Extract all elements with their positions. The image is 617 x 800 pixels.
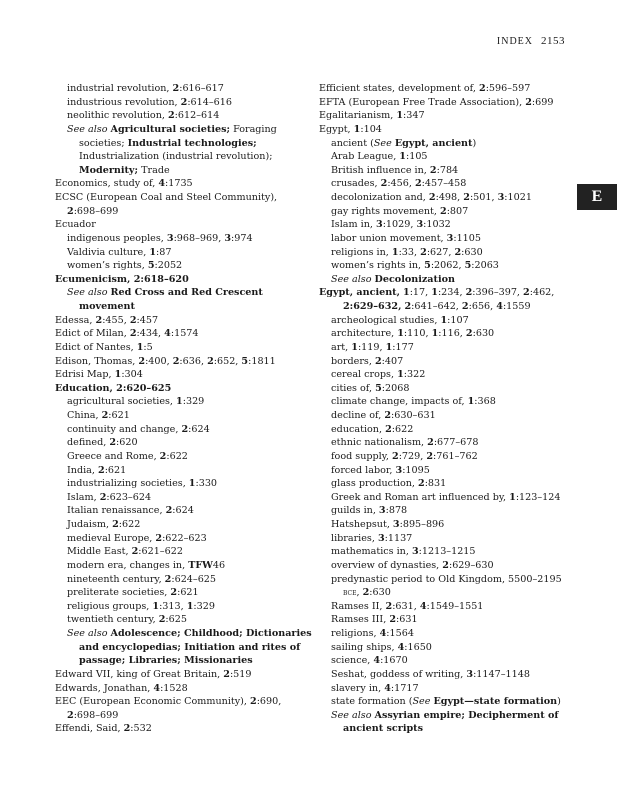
index-entry: climate change, impacts of, 1:368 [331, 396, 496, 408]
index-entry: libraries, 3:1137 [331, 532, 413, 544]
index-entry: continuity and change, 2:624 [67, 423, 210, 435]
section-tab: E [577, 184, 617, 210]
index-entry: ECSC (European Coal and Steel Community), [55, 192, 278, 203]
index-entry: medieval Europe, 2:622–623 [67, 532, 207, 544]
index-entry: Islam in, 3:1029, 3:1032 [331, 219, 451, 231]
index-entry: Egypt, 1:104 [319, 123, 382, 135]
index-entry: Effendi, Said, 2:532 [55, 723, 152, 735]
index-entry: art, 1:119, 1:177 [331, 341, 414, 353]
index-entry: Valdivia culture, 1:87 [67, 246, 172, 258]
index-entry: EEC (European Economic Community), 2:690, [55, 696, 282, 708]
index-entry: Efficient states, development of, 2:596–597 [319, 83, 531, 94]
index-entry: mathematics in, 3:1213–1215 [331, 546, 476, 558]
index-entry: Economics, study of, 4:1735 [55, 178, 193, 190]
index-entry: women’s rights in, 5:2062, 5:2063 [331, 260, 499, 272]
index-entry: Arab League, 1:105 [331, 151, 428, 163]
index-entry: crusades, 2:456, 2:457–458 [331, 178, 467, 190]
index-entry: Egypt, ancient, 1:17, 1:234, 2:396–397, 2:462, [319, 287, 555, 299]
index-entry: neolithic revolution, 2:612–614 [67, 110, 220, 122]
index-entry: See also Decolonization [331, 273, 455, 285]
index-entry: borders, 2:407 [331, 355, 404, 367]
index-entry: See also Agricultural societies; Foraging [67, 123, 277, 135]
index-entry: See also Assyrian empire; Decipherment of [331, 709, 559, 721]
page-number: 2153 [541, 35, 565, 47]
index-entry: See also Adolescence; Childhood; Dictionaries [67, 628, 312, 639]
index-entry: Ecuador [55, 219, 96, 231]
index-entry: Industrialization (industrial revolution); [79, 151, 273, 163]
index-entry: Egalitarianism, 1:347 [319, 110, 425, 122]
index-entry: passage; Libraries; Missionaries [79, 655, 253, 667]
index-entry: and encyclopedias; Initiation and rites of [79, 641, 301, 653]
index-entry: Greek and Roman art influenced by, 1:123–124 [331, 491, 561, 503]
index-entry: ancient (See Egypt, ancient) [331, 137, 477, 149]
index-entry: societies; Industrial technologies; [79, 137, 257, 149]
index-entry: 2:698–699 [67, 205, 119, 217]
index-entry: decolonization and, 2:498, 2:501, 3:1021 [331, 192, 532, 203]
index-entry: movement [79, 301, 135, 312]
index-entry: Seshat, goddess of writing, 3:1147–1148 [331, 668, 530, 680]
index-entry: defined, 2:620 [67, 437, 138, 449]
index-entry: architecture, 1:110, 1:116, 2:630 [331, 328, 495, 340]
index-entry: religious groups, 1:313, 1:329 [67, 600, 215, 612]
index-entry: Ramses II, 2:631, 4:1549–1551 [331, 600, 484, 612]
header-label: INDEX [496, 36, 533, 47]
index-column-left [55, 82, 312, 736]
index-entry: Edwards, Jonathan, 4:1528 [55, 682, 188, 694]
index-entry: religions, 4:1564 [331, 628, 414, 639]
index-entry: bce, 2:630 [343, 587, 391, 599]
index-entry: Ramses III, 2:631 [331, 614, 418, 626]
index-entry: Hatshepsut, 3:895–896 [331, 519, 445, 530]
index-entry: preliterate societies, 2:621 [67, 587, 199, 599]
index-entry: twentieth century, 2:625 [67, 614, 187, 626]
index-entry: 2:698–699 [67, 709, 119, 721]
index-entry: Edessa, 2:455, 2:457 [55, 314, 159, 326]
index-entry: slavery in, 4:1717 [331, 682, 419, 694]
index-entry: archeological studies, 1:107 [331, 314, 469, 326]
index-entry: predynastic period to Old Kingdom, 5500–2195 [331, 573, 562, 585]
index-entry: Italian renaissance, 2:624 [67, 505, 194, 517]
index-entry: British influence in, 2:784 [331, 164, 459, 176]
index-entry: education, 2:622 [331, 423, 414, 435]
index-entry: industrious revolution, 2:614–616 [67, 96, 232, 108]
index-entry: Edict of Nantes, 1:5 [55, 341, 153, 353]
index-entry: Edrisi Map, 1:304 [55, 369, 143, 381]
index-entry: Middle East, 2:621–622 [67, 546, 183, 558]
index-entry: India, 2:621 [67, 464, 127, 476]
index-entry: science, 4:1670 [331, 655, 408, 667]
index-entry: ethnic nationalism, 2:677–678 [331, 437, 479, 449]
index-entry: gay rights movement, 2:807 [331, 205, 469, 217]
index-entry: cereal crops, 1:322 [331, 369, 426, 381]
index-entry: ancient scripts [343, 723, 424, 735]
index-entry: food supply, 2:729, 2:761–762 [331, 450, 478, 462]
index-entry: decline of, 2:630–631 [331, 410, 436, 421]
index-entry: women’s rights, 5:2052 [67, 260, 183, 272]
index-entry: Edict of Milan, 2:434, 4:1574 [55, 328, 199, 340]
index-entry: Edison, Thomas, 2:400, 2:636, 2:652, 5:1811 [55, 355, 276, 367]
index-entry: Ecumenicism, 2:618–620 [55, 273, 189, 285]
index-entry: industrializing societies, 1:330 [67, 478, 218, 490]
index-entry: indigenous peoples, 3:968–969, 3:974 [67, 232, 253, 244]
index-entry: industrial revolution, 2:616–617 [67, 83, 224, 94]
index-entry: Modernity; Trade [79, 164, 170, 176]
index-column-right [319, 82, 562, 736]
index-entry: glass production, 2:831 [331, 478, 447, 490]
index-entry: overview of dynasties, 2:629–630 [331, 559, 494, 571]
index-entry: cities of, 5:2068 [331, 382, 410, 394]
running-header [497, 35, 565, 47]
index-entry: state formation (See Egypt—state formation) [331, 696, 561, 708]
index-entry: Islam, 2:623–624 [67, 491, 152, 503]
index-entry: religions in, 1:33, 2:627, 2:630 [331, 246, 483, 258]
index-entry: agricultural societies, 1:329 [67, 396, 205, 408]
index-entry: sailing ships, 4:1650 [331, 641, 432, 653]
index-entry: Edward VII, king of Great Britain, 2:519 [55, 668, 252, 680]
index-entry: EFTA (European Free Trade Association), 2:699 [319, 96, 554, 108]
index-entry: China, 2:621 [67, 410, 130, 421]
index-entry: modern era, changes in, TFW46 [67, 559, 226, 571]
index-entry: Greece and Rome, 2:622 [67, 450, 188, 462]
index-entry: Judaism, 2:622 [67, 519, 141, 530]
index-entry: Education, 2:620–625 [55, 382, 172, 394]
index-entry: guilds in, 3:878 [331, 505, 408, 517]
index-entry: See also Red Cross and Red Crescent [67, 287, 263, 299]
index-entry: labor union movement, 3:1105 [331, 232, 481, 244]
index-entry: forced labor, 3:1095 [331, 464, 430, 476]
index-entry: nineteenth century, 2:624–625 [67, 573, 217, 585]
index-entry: 2:629–632, 2:641–642, 2:656, 4:1559 [343, 301, 531, 312]
